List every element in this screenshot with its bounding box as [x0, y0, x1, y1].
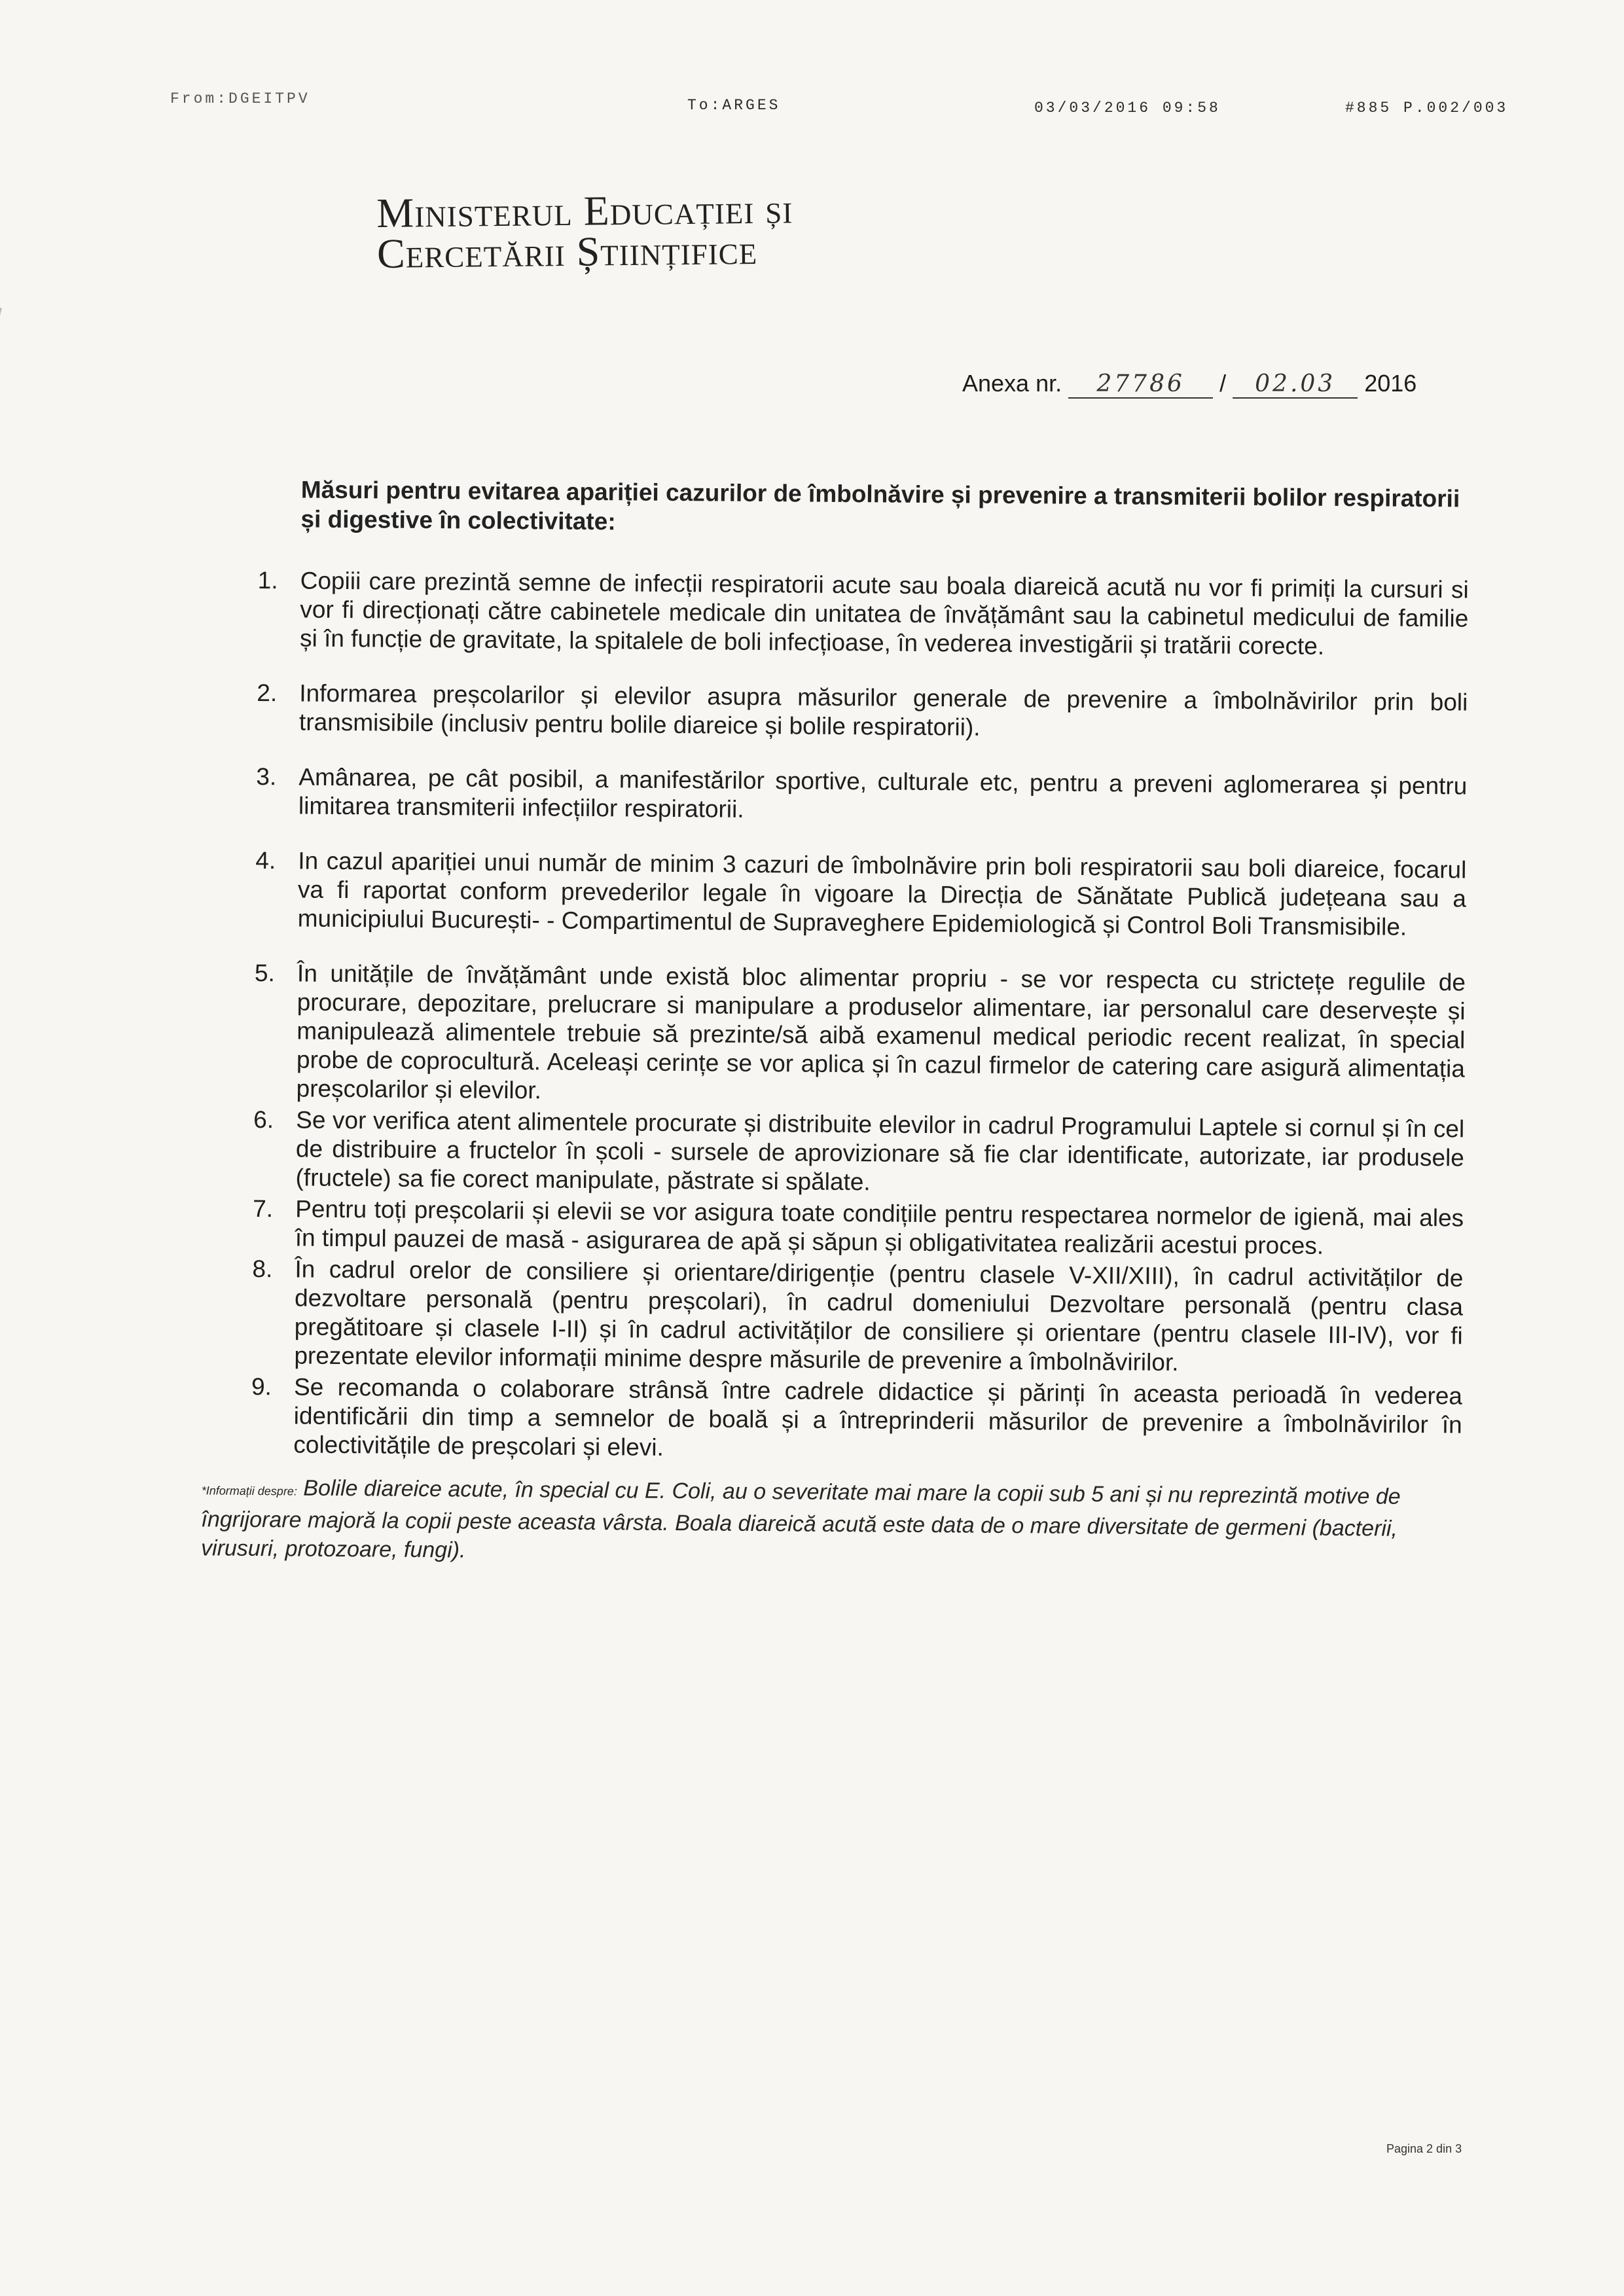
list-item: [257, 679, 1468, 746]
item-number: 6.: [253, 1105, 274, 1134]
list-item: [255, 846, 1467, 942]
list-item: [251, 1255, 1463, 1380]
document-body: [200, 475, 1470, 1572]
footnote: [201, 1473, 1432, 1572]
item-number: 5.: [254, 959, 276, 987]
item-text: În cadrul orelor de consiliere și orientare/dirigenție (pentru clasele V-XII/XIII), în cadrul activităților de dezvoltare personală (pentru preșcolari), în cadrul domeniului Dezvoltare personală (pentru clasa pregătitoare și clasele I-II) și în cadrul activităților de consiliere și orientare (pentru clasele III-IV), vor fi prezentate elevilor informații minime despre măsurile de prevenire a îmbolnăvirilor.: [294, 1255, 1464, 1376]
list-item: [253, 1105, 1464, 1202]
scan-binding-mark: [0, 308, 2, 448]
item-text: Se vor verifica atent alimentele procurate și distribuite elevilor in cadrul Programului Laptele si cornul și în cel de distribuire a fructelor în școli - sursele de aprovizionare să fie clar identificate, autorizate, iar produsele (fructele) sa fie corect manipulate, păstrate si spălate.: [295, 1106, 1465, 1196]
ministry-line-2: Cercetării Științifice: [376, 226, 758, 277]
fax-to: To:ARGES: [687, 97, 781, 114]
item-text: In cazul apariției unui număr de minim 3 cazuri de îmbolnăvire prin boli respiratorii sau boli diareice, focarul va fi raportat conform prevederilor legale în vigoare la Direcția de Sănătate Publică județeana sau a municipiului București- - Compartimentul de Supraveghere Epidemiologică și Control Boli Transmisibile.: [297, 847, 1467, 941]
fax-datetime: 03/03/2016 09:58: [1034, 99, 1221, 117]
fax-header: [170, 90, 1512, 130]
item-number: 1.: [257, 566, 278, 594]
ministry-title: [376, 184, 1228, 277]
anexa-year: 2016: [1364, 370, 1417, 397]
item-number: 2.: [257, 679, 278, 707]
anexa-number: 27786: [1068, 370, 1213, 399]
item-text: Amânarea, pe cât posibil, a manifestărilor sportive, culturale etc, pentru a preveni aglomerarea și pentru limitarea transmiterii infecțiilor respiratorii.: [298, 763, 1468, 823]
item-number: 4.: [255, 846, 276, 874]
anexa-date: 02.03: [1233, 370, 1358, 399]
footnote-label: *Informații despre:: [201, 1484, 297, 1498]
list-item: [256, 762, 1468, 830]
page-number: Pagina 2 din 3: [1386, 2142, 1462, 2155]
list-item: [257, 566, 1469, 662]
item-text: Copiii care prezintă semne de infecții respiratorii acute sau boala diareică acută nu vor fi primiți la cursuri si vor fi direcționați către cabinetele medicale din unitatea de învățământ sau la cabinetul medicului de familie și în funcție de gravitate, la spitalele de boli infecțioase, în vederea investigării și tratării corecte.: [299, 567, 1469, 660]
item-number: 8.: [252, 1255, 273, 1283]
item-number: 9.: [251, 1372, 272, 1401]
anexa-separator: /: [1219, 370, 1227, 397]
list-item: [253, 1194, 1464, 1262]
section-title: Măsuri pentru evitarea apariției cazurilor de îmbolnăvire și prevenire a transmiterii bolilor respiratorii și digestive în colectivitate:: [300, 476, 1460, 535]
fax-page: #885 P.002/003: [1345, 99, 1509, 117]
item-text: În unitățile de învățământ unde există bloc alimentar propriu - se vor respecta cu strictețe regulile de procurare, depozitare, prelucrare si manipulare a produselor alimentare, iar personalul care deservește și manipulează alimentele trebuie să prezinte/să aibă examenul medical periodic recent realizat, în special probe de coprocultură. Aceleași cerințe se vor aplica și în cazul firmelor de catering care asigură alimentația preșcolarilor și elevilor.: [296, 960, 1466, 1104]
list-item: [251, 1372, 1462, 1469]
item-number: 7.: [253, 1194, 274, 1223]
item-number: 3.: [256, 762, 277, 791]
measures-list: [251, 566, 1469, 1468]
list-item: [253, 959, 1466, 1113]
fax-from: From:DGEITPV: [170, 90, 310, 107]
ministry-line-1: Ministerul Educației și: [376, 185, 793, 236]
footnote-text: Bolile diareice acute, în special cu E. Coli, au o severitate mai mare la copii sub 5 ani și nu reprezintă motive de îngrijorare majoră la copii peste aceasta vârsta. Boala diareică acută este data de o mare diversitate de germeni (bacterii, virusuri, protozoare, fungi).: [200, 1475, 1401, 1563]
item-text: Se recomanda o colaborare strânsă între cadrele didactice și părinți în aceasta perioadă în vederea identificării din timp a semnelor de boală și a întreprinderii măsurilor de prevenire a îmbolnăvirilor în colectivitățile de preșcolari și elevi.: [293, 1373, 1463, 1461]
item-text: Informarea preșcolarilor și elevilor asupra măsurilor generale de prevenire a îmbolnăvirilor prin boli transmisibile (inclusiv pentru bolile diareice și bolile respiratorii).: [298, 679, 1468, 741]
item-text: Pentru toți preșcolarii și elevii se vor asigura toate condițiile pentru respectarea normelor de igienă, mai ales în timpul pauzei de masă - asigurarea de apă și săpun și obligativitatea realizării acestui proces.: [295, 1195, 1464, 1259]
anexa-line: [962, 370, 1473, 399]
anexa-label: Anexa nr.: [962, 370, 1062, 397]
